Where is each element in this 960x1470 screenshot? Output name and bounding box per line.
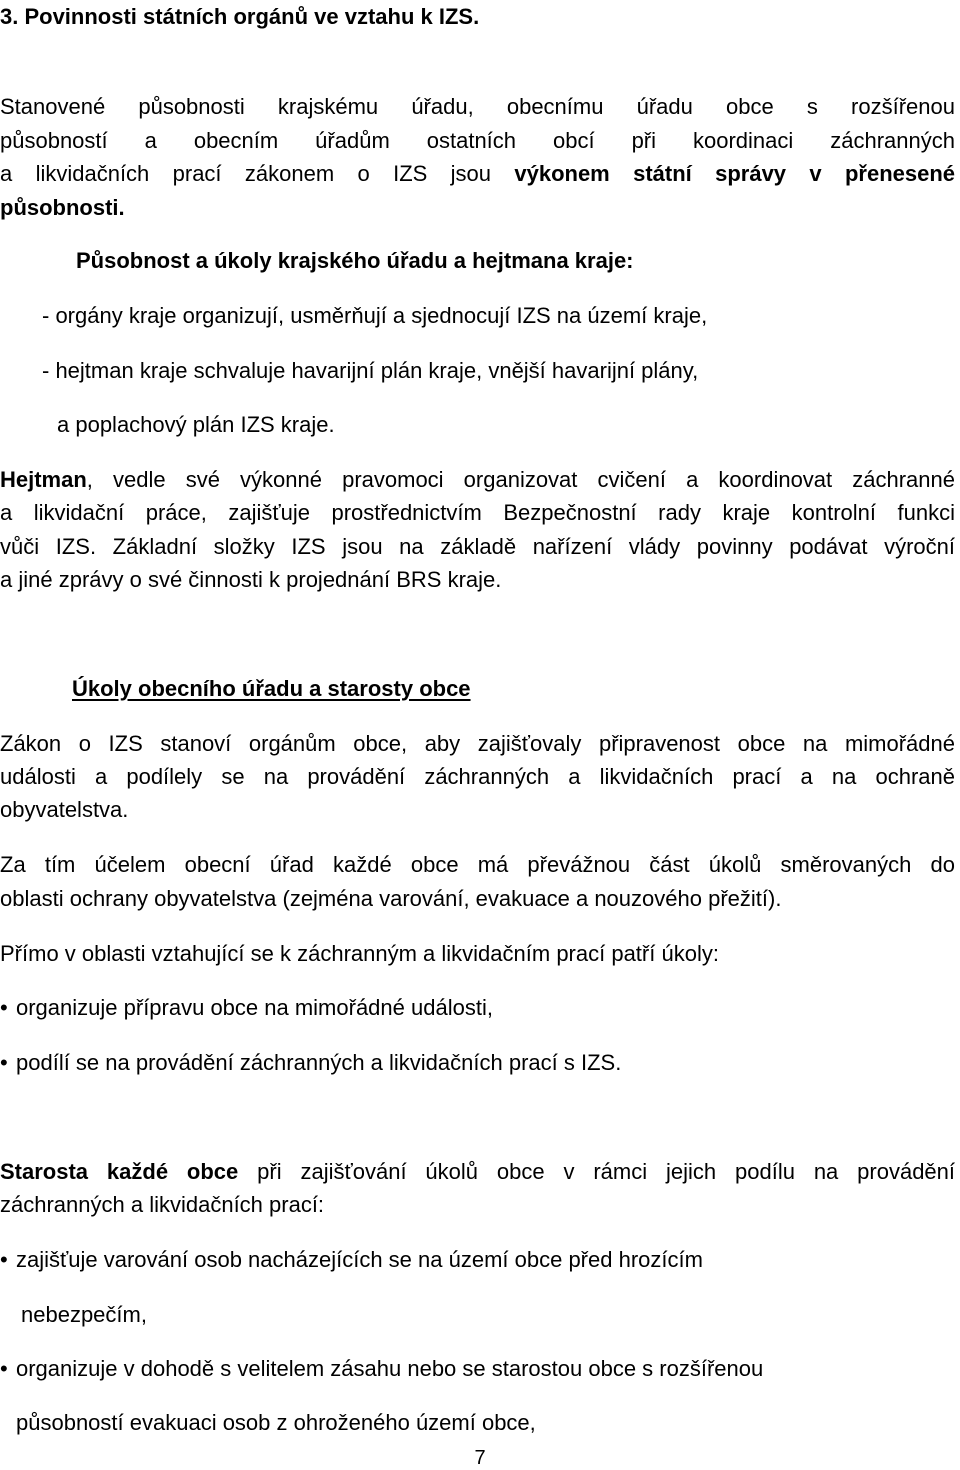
kraj-para-line-2: a likvidační práce, zajišťuje prostřednictvím Bezpečnostní rady kraje kontrolní funkci [0,500,955,525]
starosta-line-1 [0,1159,955,1185]
obec-heading [72,676,471,702]
kraj-item-1: - orgány kraje organizují, usměrňují a sjednocují IZS na území kraje, [42,303,708,328]
kraj-heading: Působnost a úkoly krajského úřadu a hejtmana kraje: [76,248,634,273]
intro-line-4-bold: působnosti. [0,195,125,220]
bullet-mark: • [0,995,8,1020]
obec-p3: Přímo v oblasti vztahující se k záchranným a likvidačním prací patří úkoly: [0,941,719,966]
list-item-cont: působností evakuaci osob z ohroženého území obce, [16,1410,536,1435]
bullet-mark: • [0,1356,8,1381]
bullet-mark: • [0,1050,8,1075]
kraj-para-line-1 [0,467,955,493]
starosta-line-1-text: při zajišťování úkolů obce v rámci jejich podílu na provádění [238,1159,956,1184]
list-item: podílí se na provádění záchranných a likvidačních prací s IZS. [16,1050,622,1075]
kraj-para-line-4: a jiné zprávy o své činnosti k projednání BRS kraje. [0,567,502,592]
intro-line-3-text: a likvidačních prací zákonem o IZS jsou [0,161,515,186]
intro-line-4 [0,195,955,221]
list-item: organizuje přípravu obce na mimořádné události, [16,995,493,1020]
list-item: zajišťuje varování osob nacházejících se na území obce před hrozícím [16,1247,703,1272]
obec-p2-line-1: Za tím účelem obecní úřad každé obce má převážnou část úkolů směrovaných do [0,852,955,877]
list-item: organizuje v dohodě s velitelem zásahu nebo se starostou obce s rozšířenou [16,1356,764,1381]
bullet-mark: • [0,1247,8,1272]
obec-heading-text: Úkoly obecního úřadu a starosty obce [72,676,471,701]
obec-p1-line-1: Zákon o IZS stanoví orgánům obce, aby zajišťovaly připravenost obce na mimořádné [0,731,955,756]
intro-line-2: působností a obecním úřadům ostatních obcí při koordinaci záchranných [0,128,955,153]
list-item-cont: nebezpečím, [21,1302,147,1327]
starosta-line-2: záchranných a likvidačních prací: [0,1192,325,1217]
intro-line-1: Stanovené působnosti krajskému úřadu, obecnímu úřadu obce s rozšířenou [0,94,955,119]
obec-p1-line-3: obyvatelstva. [0,797,129,822]
starosta-bold: Starosta každé obce [0,1159,239,1184]
hejtman-bold: Hejtman [0,467,87,492]
kraj-item-2-cont: a poplachový plán IZS kraje. [57,412,335,437]
obec-p1-line-2: události a podílely se na provádění záchranných a likvidačních prací a na ochraně [0,764,955,789]
kraj-para-line-3: vůči IZS. Základní složky IZS jsou na základě nařízení vlády povinny podávat výroční [0,534,955,559]
page-number: 7 [474,1447,486,1469]
intro-line-3-bold: výkonem státní správy v přenesené [514,161,956,186]
kraj-item-2: - hejtman kraje schvaluje havarijní plán kraje, vnější havarijní plány, [42,358,699,383]
obec-p2-line-2: oblasti ochrany obyvatelstva (zejména varování, evakuace a nouzového přežití). [0,886,782,911]
kraj-para-line-1-text: , vedle své výkonné pravomoci organizovat cvičení a koordinovat záchranné [86,467,955,492]
intro-line-3 [0,161,955,187]
section-title: 3. Povinnosti státních orgánů ve vztahu k IZS. [0,4,480,29]
